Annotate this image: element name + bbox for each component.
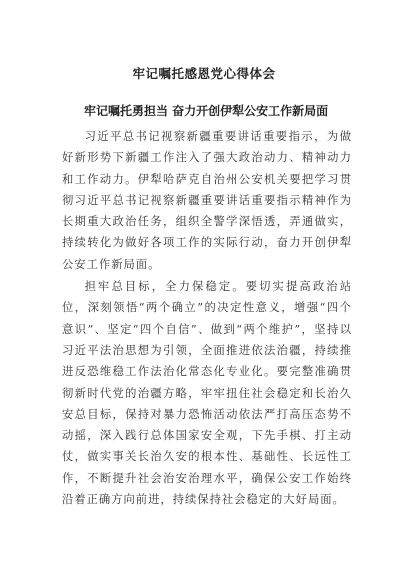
document-title: 牢记嘱托感恩党心得体会 <box>132 66 276 81</box>
document-body <box>62 126 352 510</box>
document-subtitle: 牢记嘱托勇担当 奋力开创伊犁公安工作新局面 <box>84 104 329 118</box>
paragraph: 担牢总目标，全力保稳定。要切实提高政治站位，深刻领悟“两个确立”的决定性意义，增强“四个意识”、坚定“四个自信”、做到“两个维护”，坚持以习近平法治思想为引领，全面推进依法治疆，持续推进反恐维稳工作法治化常态化专业化。要完整准确贯彻新时代党的治疆方略，牢牢扭住社会稳定和长治久安总目标，保持对暴力恐怖活动依法严打高压态势不动摇，深入践行总体国家安全观，下先手棋、打主动仗，做实事关长治久安的根本性、基础性、长远性工作，不断提升社会治安治理水平，确保公安工作始终沿着正确方向前进，持续保持社会稳定的大好局面。 <box>62 280 352 507</box>
paragraph: 习近平总书记视察新疆重要讲话重要指示，为做好新形势下新疆工作注入了强大政治动力、精神动力和工作动力。伊犁哈萨克自治州公安机关要把学习贯彻习近平总书记视察新疆重要讲话重要指示精神作为长期重大政治任务，组织全警学深悟透，弄通做实，持续转化为做好各项工作的实际行动，奋力开创伊犁公安工作新局面。 <box>62 130 352 271</box>
